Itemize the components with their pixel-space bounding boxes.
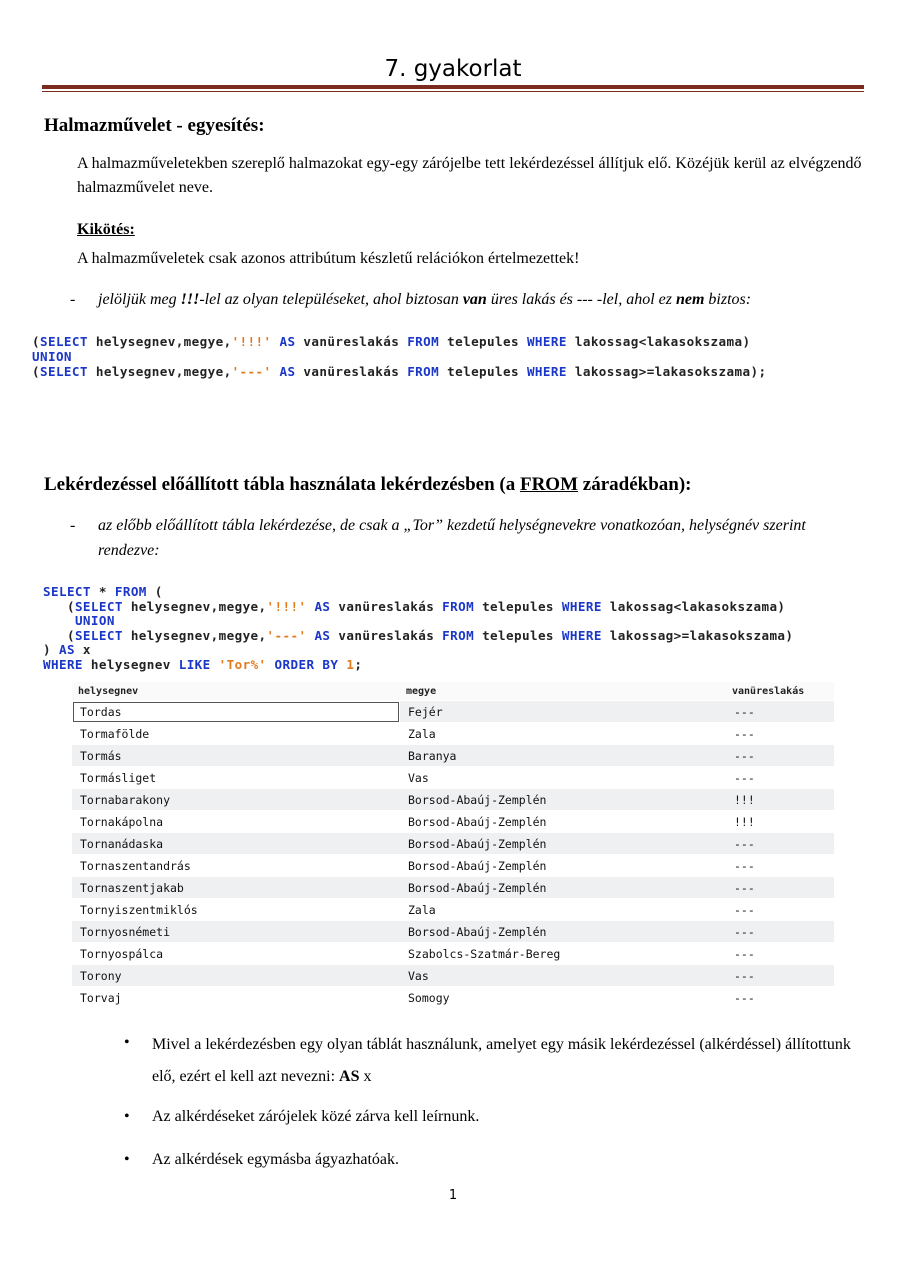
cell-helysegnev[interactable]: Tormafölde [72, 723, 400, 745]
cell-megye[interactable]: Somogy [400, 987, 726, 1009]
cell-vanureslakas[interactable]: --- [726, 899, 834, 921]
dash-marker: - [70, 291, 76, 308]
section1-heading: Halmazművelet - egyesítés: [44, 115, 265, 136]
cell-helysegnev[interactable]: Tormásliget [72, 767, 400, 789]
cell-megye[interactable]: Fejér [400, 701, 726, 723]
cell-megye[interactable]: Vas [400, 767, 726, 789]
cell-helysegnev[interactable]: Torvaj [72, 987, 400, 1009]
cell-vanureslakas[interactable]: --- [726, 767, 834, 789]
table-row[interactable] [72, 877, 834, 899]
cell-helysegnev[interactable]: Tordas [72, 701, 400, 723]
cell-megye[interactable]: Borsod-Abaúj-Zemplén [400, 855, 726, 877]
cell-vanureslakas[interactable]: --- [726, 701, 834, 723]
header-rule-thick [42, 85, 864, 89]
cell-vanureslakas[interactable]: --- [726, 943, 834, 965]
table-row[interactable] [72, 987, 834, 1009]
bullet-marker: • [124, 1151, 130, 1168]
page-number: 1 [448, 1188, 458, 1203]
table-row[interactable] [72, 899, 834, 921]
cell-helysegnev[interactable]: Tornaszentjakab [72, 877, 400, 899]
table-row[interactable] [72, 965, 834, 987]
cell-helysegnev[interactable]: Tornaszentandrás [72, 855, 400, 877]
sql-code-subquery: SELECT * FROM ( (SELECT helysegnev,megye,'!!!' AS vanüreslakás FROM telepules WHERE lakossag<lakasokszama) UNION (SELECT helysegnev,megye,'---' AS vanüreslakás FROM telepules WHERE lakossag>=lakasokszama) ) AS x WHERE helysegnev LIKE 'Tor%' ORDER BY 1; [43, 584, 794, 672]
bullet-2-text: Az alkérdéseket zárójelek közé zárva kell leírnunk. [152, 1108, 480, 1125]
cell-vanureslakas[interactable]: --- [726, 921, 834, 943]
header-rule-thin [42, 91, 864, 92]
cell-helysegnev[interactable]: Tornakápolna [72, 811, 400, 833]
cell-vanureslakas[interactable]: --- [726, 965, 834, 987]
dash-marker: - [70, 517, 76, 534]
section1-paragraph: A halmazműveletekben szereplő halmazokat egy-egy zárójelbe tett lekérdezéssel állítjuk elő. Közéjük kerül az elvégzendő halmazművelet neve. [77, 155, 862, 196]
cell-vanureslakas[interactable]: --- [726, 877, 834, 899]
cell-megye[interactable]: Baranya [400, 745, 726, 767]
page-header-title: 7. gyakorlat [384, 56, 522, 82]
bullet-marker: • [124, 1034, 130, 1051]
cell-helysegnev[interactable]: Tornyospálca [72, 943, 400, 965]
cell-megye[interactable]: Borsod-Abaúj-Zemplén [400, 921, 726, 943]
cell-vanureslakas[interactable]: !!! [726, 789, 834, 811]
cell-megye[interactable]: Borsod-Abaúj-Zemplén [400, 877, 726, 899]
cell-vanureslakas[interactable]: --- [726, 855, 834, 877]
cell-vanureslakas[interactable]: !!! [726, 811, 834, 833]
table-row[interactable] [72, 943, 834, 965]
table-row[interactable] [72, 789, 834, 811]
table-row[interactable] [72, 745, 834, 767]
table-row[interactable] [72, 855, 834, 877]
cell-helysegnev[interactable]: Tornyosnémeti [72, 921, 400, 943]
condition-label [77, 218, 877, 242]
cell-megye[interactable]: Borsod-Abaúj-Zemplén [400, 833, 726, 855]
bullet-3-text: Az alkérdések egymásba ágyazhatóak. [152, 1151, 399, 1168]
table-row[interactable] [72, 767, 834, 789]
cell-helysegnev[interactable]: Tornyiszentmiklós [72, 899, 400, 921]
result-grid [72, 682, 834, 1008]
sql-code-union: (SELECT helysegnev,megye,'!!!' AS vanüreslakás FROM telepules WHERE lakossag<lakasokszama) UNION (SELECT helysegnev,megye,'---' AS vanüreslakás FROM telepules WHERE lakossag>=lakasokszama); [32, 334, 767, 379]
section2-heading: Lekérdezéssel előállított tábla használata lekérdezésben (a FROM záradékban): [44, 474, 692, 495]
cell-helysegnev[interactable]: Tornabarakony [72, 789, 400, 811]
cell-megye[interactable]: Borsod-Abaúj-Zemplén [400, 811, 726, 833]
condition-label-text: Kikötés: [77, 221, 135, 238]
column-header-vanureslakas[interactable]: vanüreslakás [726, 682, 834, 701]
result-grid-header [72, 682, 834, 701]
table-row[interactable] [72, 701, 834, 723]
condition-text: A halmazműveletek csak azonos attribútum készletű relációkon értelmezettek! [77, 250, 580, 267]
cell-vanureslakas[interactable]: --- [726, 833, 834, 855]
bullet-1-text: Mivel a lekérdezésben egy olyan táblát használunk, amelyet egy másik lekérdezéssel (alkérdéssel) állítottunk elő, ezért el kell azt nevezni: AS x [152, 1036, 851, 1085]
cell-helysegnev[interactable]: Tornanádaska [72, 833, 400, 855]
bullet-marker: • [124, 1108, 130, 1125]
section2-list-item-text: az előbb előállított tábla lekérdezése, de csak a „Tor” kezdetű helységnevekre vonatkozóan, helységnév szerint rendezve: [98, 517, 806, 559]
cell-vanureslakas[interactable]: --- [726, 745, 834, 767]
cell-megye[interactable]: Borsod-Abaúj-Zemplén [400, 789, 726, 811]
table-row[interactable] [72, 811, 834, 833]
cell-helysegnev[interactable]: Torony [72, 965, 400, 987]
cell-megye[interactable]: Zala [400, 899, 726, 921]
table-row[interactable] [72, 921, 834, 943]
cell-helysegnev[interactable]: Tormás [72, 745, 400, 767]
cell-vanureslakas[interactable]: --- [726, 723, 834, 745]
cell-megye[interactable]: Vas [400, 965, 726, 987]
column-header-helysegnev[interactable]: helysegnev [72, 682, 400, 701]
table-row[interactable] [72, 723, 834, 745]
section1-list-item-text: jelöljük meg !!!-lel az olyan településeket, ahol biztosan van üres lakás és --- -lel, ahol ez nem biztos: [98, 291, 752, 308]
table-row[interactable] [72, 833, 834, 855]
cell-megye[interactable]: Zala [400, 723, 726, 745]
column-header-megye[interactable]: megye [400, 682, 726, 701]
cell-megye[interactable]: Szabolcs-Szatmár-Bereg [400, 943, 726, 965]
cell-vanureslakas[interactable]: --- [726, 987, 834, 1009]
